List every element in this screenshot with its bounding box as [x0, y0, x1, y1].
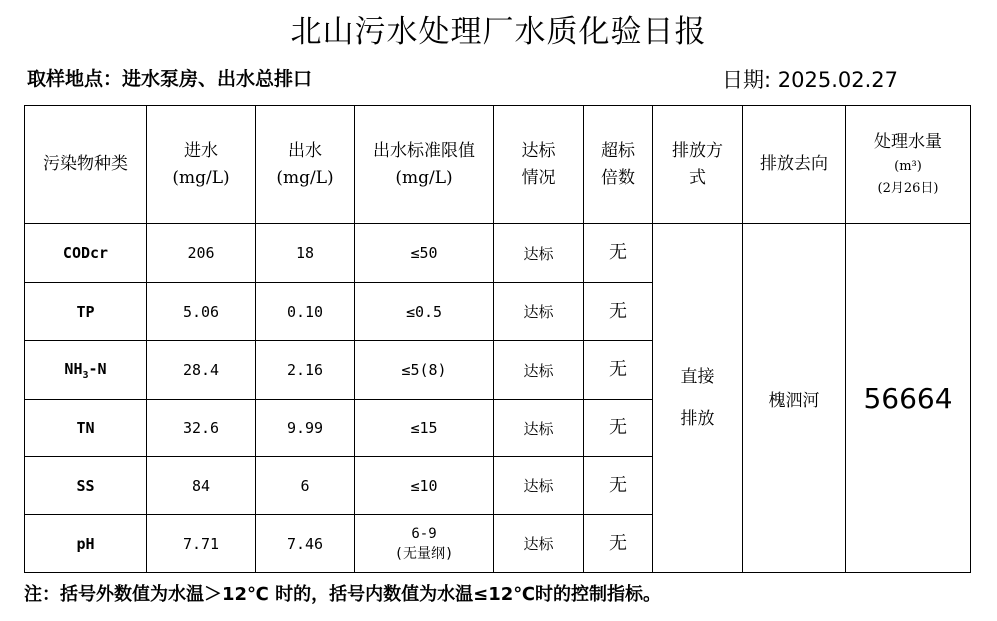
effluent-value: 0.10: [256, 283, 355, 341]
report-date: 日期: 2025.02.27: [722, 68, 898, 92]
header-row: [25, 106, 971, 224]
header-effluent: [256, 106, 355, 224]
pollutant-name: CODcr: [25, 224, 147, 283]
footnote: 注：括号外数值为水温＞12℃ 时的，括号内数值为水温≤12℃时的控制指标。: [24, 584, 662, 605]
treated-volume: 56664: [846, 224, 971, 573]
header-volume-1: 处理水量: [874, 132, 942, 152]
influent-value: 206: [147, 224, 256, 283]
discharge-mode-1: 直接: [680, 367, 715, 387]
influent-value: 32.6: [147, 400, 256, 457]
header-volume: [846, 106, 971, 224]
sampling-location: 取样地点：进水泵房、出水总排口: [27, 68, 313, 90]
limit-value-range: 6-9: [411, 525, 437, 542]
header-discharge-mode: [653, 106, 743, 224]
header-compliance: [494, 106, 584, 224]
influent-value: 5.06: [147, 283, 256, 341]
effluent-value: 2.16: [256, 341, 355, 400]
pollutant-name-main: NH: [64, 359, 83, 378]
header-pollutant: 污染物种类: [25, 106, 147, 224]
influent-value: 28.4: [147, 341, 256, 400]
header-exceed-2: 倍数: [601, 167, 635, 188]
limit-value: ≤0.5: [355, 283, 494, 341]
limit-value: ≤10: [355, 457, 494, 515]
header-exceed-1: 超标: [601, 140, 635, 161]
header-effluent-label: 出水: [288, 140, 322, 161]
pollutant-name: [25, 341, 147, 400]
header-limit-label: 出水标准限值: [373, 140, 475, 161]
header-limit: [355, 106, 494, 224]
discharge-destination: 槐泗河: [743, 224, 846, 573]
header-discharge-mode-2: 式: [689, 167, 706, 188]
header-discharge-mode-1: 排放方: [672, 140, 723, 161]
header-compliance-2: 情况: [521, 167, 556, 188]
header-influent: [147, 106, 256, 224]
limit-value: ≤50: [355, 224, 494, 283]
header-volume-3: (2月26日): [877, 181, 939, 196]
header-exceed: [584, 106, 653, 224]
influent-value: 84: [147, 457, 256, 515]
limit-value: ≤5(8): [355, 341, 494, 400]
pollutant-name: pH: [25, 515, 147, 573]
header-influent-unit: (mg/L): [172, 167, 230, 188]
pollutant-name: TN: [25, 400, 147, 457]
limit-value-note: (无量纲): [394, 545, 454, 562]
influent-value: 7.71: [147, 515, 256, 573]
effluent-value: 6: [256, 457, 355, 515]
pollutant-name: SS: [25, 457, 147, 515]
exceed-times: 无: [584, 457, 653, 515]
effluent-value: 9.99: [256, 400, 355, 457]
header-effluent-unit: (mg/L): [276, 167, 334, 188]
header-volume-2: (m³): [894, 159, 922, 174]
table-row: [25, 224, 971, 283]
discharge-mode-2: 排放: [680, 409, 715, 429]
effluent-value: 7.46: [256, 515, 355, 573]
compliance-status: 达标: [494, 341, 584, 400]
pollutant-name: TP: [25, 283, 147, 341]
compliance-status: 达标: [494, 400, 584, 457]
header-destination: 排放去向: [743, 106, 846, 224]
header-influent-label: 进水: [184, 140, 218, 161]
limit-value: [355, 515, 494, 573]
pollutant-name-tail: -N: [88, 359, 107, 378]
compliance-status: 达标: [494, 224, 584, 283]
exceed-times: 无: [584, 400, 653, 457]
header-compliance-1: 达标: [521, 140, 556, 161]
limit-value: ≤15: [355, 400, 494, 457]
compliance-status: 达标: [494, 283, 584, 341]
exceed-times: 无: [584, 283, 653, 341]
pollutant-name-subscript: 3: [82, 369, 89, 381]
exceed-times: 无: [584, 341, 653, 400]
exceed-times: 无: [584, 224, 653, 283]
exceed-times: 无: [584, 515, 653, 573]
compliance-status: 达标: [494, 515, 584, 573]
header-limit-unit: (mg/L): [395, 167, 453, 188]
water-quality-table: [24, 105, 971, 573]
compliance-status: 达标: [494, 457, 584, 515]
discharge-mode: [653, 224, 743, 573]
report-title: 北山污水处理厂水质化验日报: [290, 14, 707, 50]
effluent-value: 18: [256, 224, 355, 283]
